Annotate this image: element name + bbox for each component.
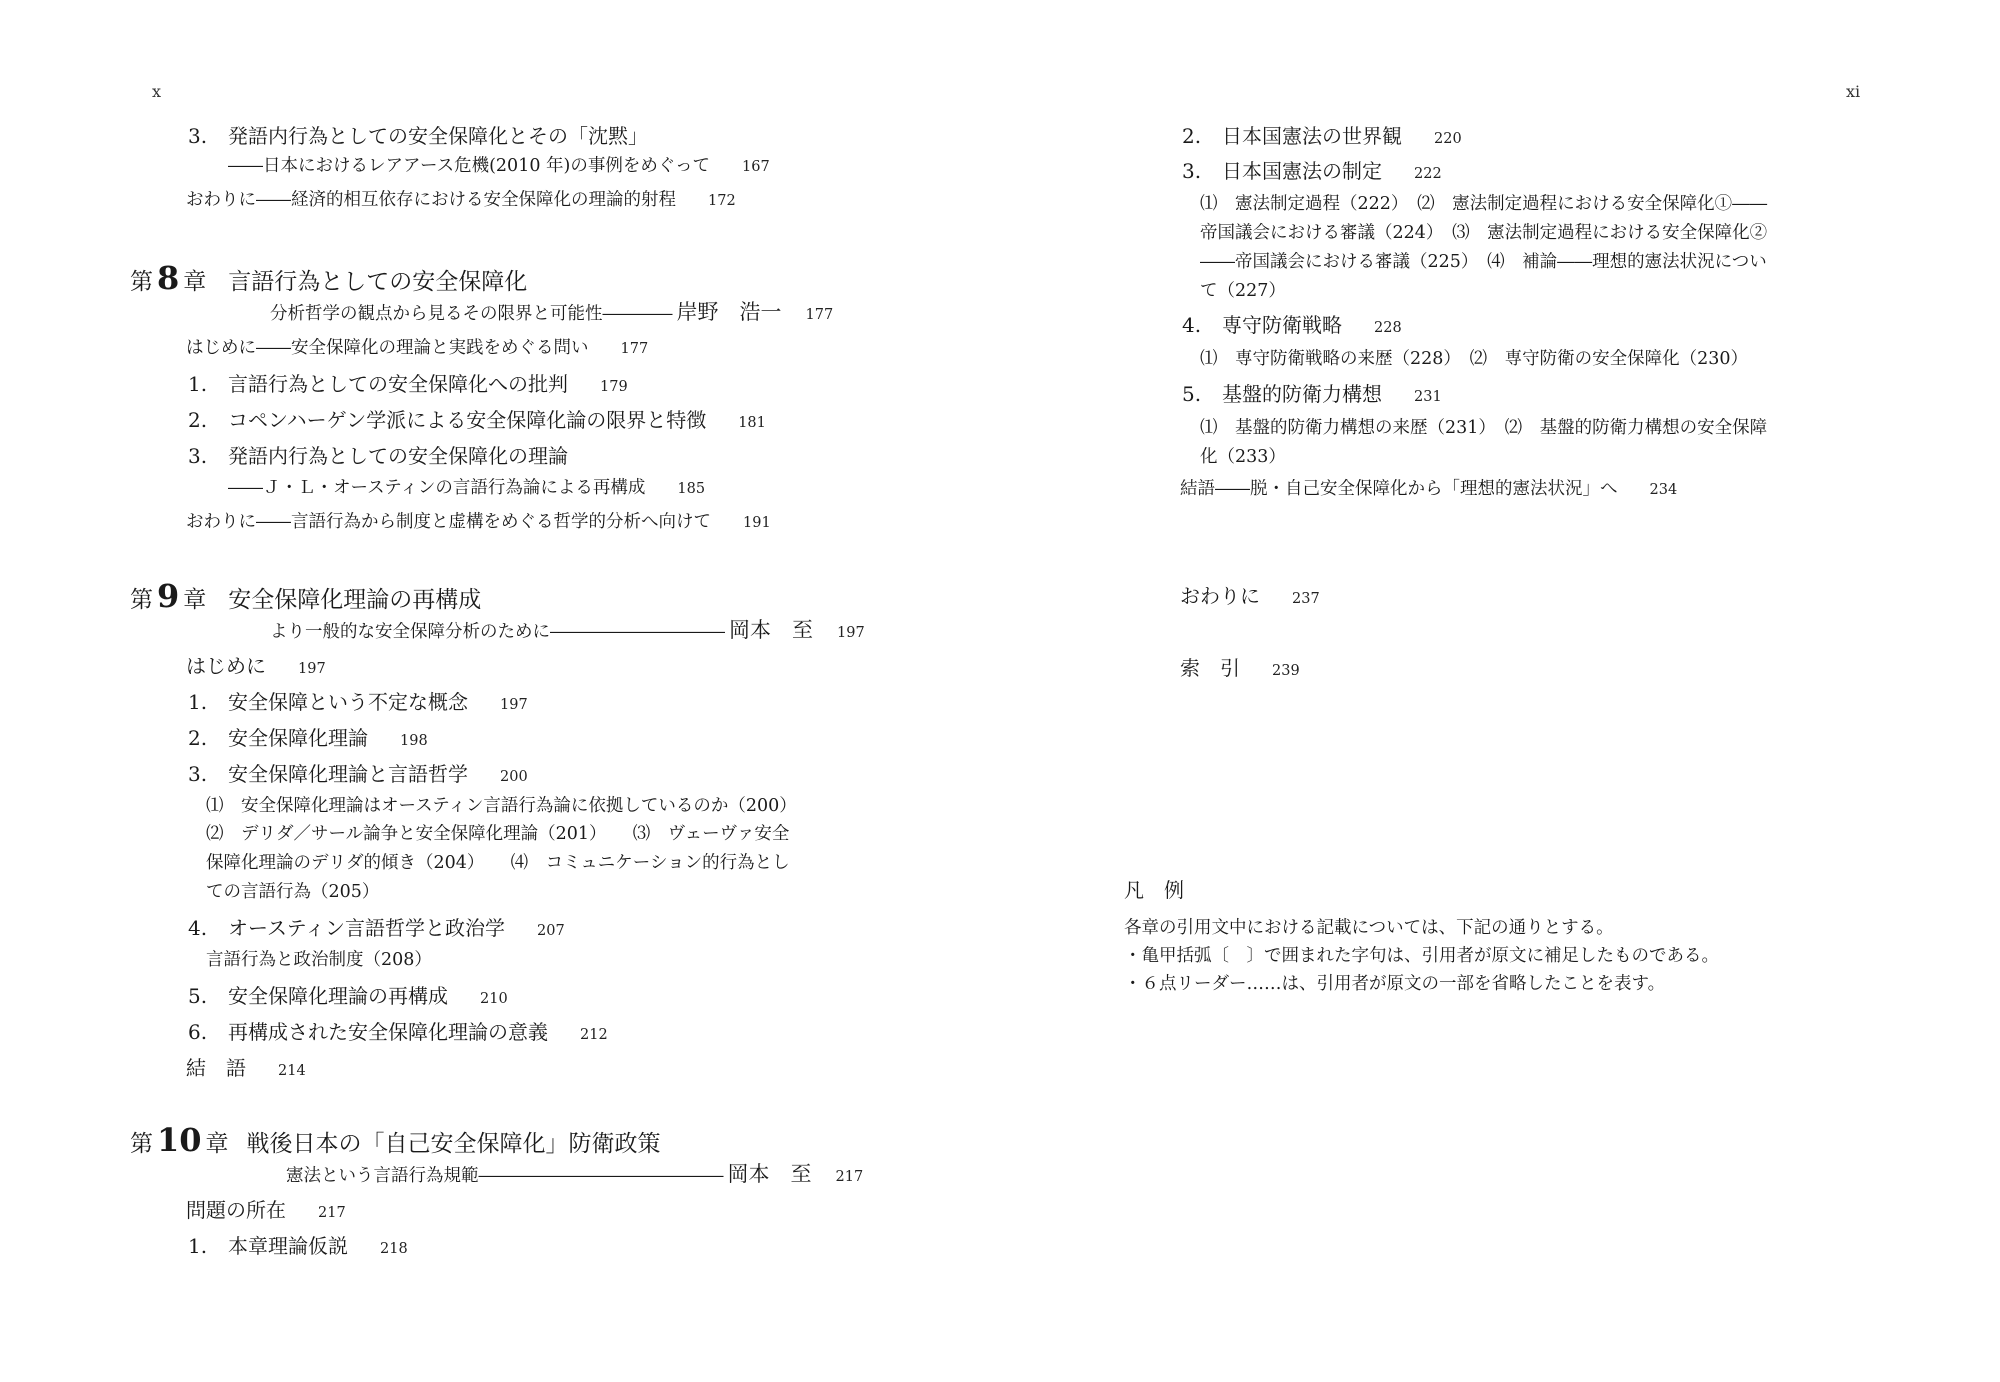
chapter-10-section-1: 1. 本章理論仮説 218 (188, 1234, 408, 1258)
hanrei-line-1: 各章の引用文中における記載については、下記の通りとする。 (1124, 918, 1614, 938)
chapter-8-section-3-subtitle: ――Ｊ・Ｌ・オースティンの言語行為論による再構成 185 (228, 478, 706, 498)
chapter-8-section-3: 3. 発語内行為としての安全保障化の理論 (188, 444, 568, 468)
chapter-9-section-6: 6. 再構成された安全保障化理論の意義 212 (188, 1020, 608, 1044)
hanrei-line-3: ・６点リーダー……は、引用者が原文の一部を省略したことを表す。 (1124, 974, 1666, 994)
chapter-9-section-1: 1. 安全保障という不定な概念 197 (188, 690, 528, 714)
toc-ch7-section-3-subtitle: ――日本におけるレアアース危機(2010 年)の事例をめぐって 167 (228, 156, 770, 176)
hanrei-title: 凡 例 (1124, 878, 1184, 902)
chapter-8-subtitle: 分析哲学の観点から見るその限界と可能性―――― 岸野 浩一 177 (270, 300, 834, 324)
toc-ch7-conclusion: おわりに――経済的相互依存における安全保障化の理論的射程 172 (186, 190, 736, 210)
page-number-right: xi (1846, 82, 1861, 101)
chapter-9-section-3-detail-2: ⑵ デリダ／サール論争と安全保障化理論（201） ⑶ ヴェーヴァ安全 (206, 824, 790, 844)
hanrei-line-2: ・亀甲括弧〔 〕で囲まれた字句は、引用者が原文に補足したものである。 (1124, 946, 1719, 966)
chapter-9-subtitle: より一般的な安全保障分析のために―――――――――― 岡本 至 197 (270, 618, 865, 642)
chapter-10-section-3: 3. 日本国憲法の制定 222 (1182, 159, 1442, 183)
chapter-10-conclusion: 結語――脱・自己安全保障化から「理想的憲法状況」へ 234 (1180, 479, 1678, 499)
chapter-9-section-3-detail-4: ての言語行為（205） (206, 882, 380, 902)
page-number-left: x (152, 82, 162, 101)
toc-index: 索 引 239 (1180, 656, 1300, 680)
right-page (1000, 0, 2000, 1382)
chapter-10-section-3-detail-1: ⑴ 憲法制定過程（222） ⑵ 憲法制定過程における安全保障化①―― (1200, 194, 1768, 214)
chapter-9-section-3-detail-1: ⑴ 安全保障化理論はオースティン言語行為論に依拠しているのか（200） (206, 796, 797, 816)
chapter-9-heading: 第 9 章 安全保障化理論の再構成 (130, 577, 482, 615)
chapter-8-intro: はじめに――安全保障化の理論と実践をめぐる問い 177 (186, 338, 649, 358)
chapter-10-section-3-detail-4: て（227） (1200, 281, 1286, 301)
chapter-10-section-2: 2. 日本国憲法の世界観 220 (1182, 124, 1462, 148)
toc-owarini: おわりに 237 (1180, 584, 1320, 608)
chapter-10-section-4: 4. 専守防衛戦略 228 (1182, 313, 1402, 337)
chapter-8-heading: 第 8 章 言語行為としての安全保障化 (130, 259, 528, 297)
chapter-9-conclusion: 結 語 214 (186, 1056, 306, 1080)
chapter-9-section-4: 4. オースティン言語哲学と政治学 207 (188, 916, 565, 940)
chapter-10-intro: 問題の所在 217 (186, 1198, 346, 1222)
chapter-10-section-4-detail-1: ⑴ 専守防衛戦略の来歴（228） ⑵ 専守防衛の安全保障化（230） (1200, 349, 1749, 369)
chapter-8-section-1: 1. 言語行為としての安全保障化への批判 179 (188, 372, 628, 396)
chapter-9-section-5: 5. 安全保障化理論の再構成 210 (188, 984, 508, 1008)
chapter-10-section-3-detail-2: 帝国議会における審議（224） ⑶ 憲法制定過程における安全保障化② (1200, 223, 1768, 243)
chapter-8-section-2: 2. コペンハーゲン学派による安全保障化論の限界と特徴 181 (188, 408, 766, 432)
chapter-10-section-5-detail-1: ⑴ 基盤的防衛力構想の来歴（231） ⑵ 基盤的防衛力構想の安全保障 (1200, 418, 1768, 438)
chapter-9-section-2: 2. 安全保障化理論 198 (188, 726, 428, 750)
chapter-10-heading: 第 10 章 戦後日本の「自己安全保障化」防衛政策 (130, 1121, 661, 1159)
chapter-9-intro: はじめに 197 (186, 654, 326, 678)
chapter-9-section-3: 3. 安全保障化理論と言語哲学 200 (188, 762, 528, 786)
chapter-10-section-3-detail-3: ――帝国議会における審議（225） ⑷ 補論――理想的憲法状況につい (1200, 252, 1767, 272)
chapter-10-subtitle: 憲法という言語行為規範―――――――――――――― 岡本 至 217 (286, 1162, 864, 1186)
toc-ch7-section-3: 3. 発語内行為としての安全保障化とその「沈黙」 (188, 124, 648, 148)
chapter-9-section-4-detail-1: 言語行為と政治制度（208） (206, 950, 432, 970)
chapter-9-section-3-detail-3: 保障化理論のデリダ的傾き（204） ⑷ コミュニケーション的行為とし (206, 853, 790, 873)
chapter-10-section-5: 5. 基盤的防衛力構想 231 (1182, 382, 1442, 406)
chapter-8-conclusion: おわりに――言語行為から制度と虚構をめぐる哲学的分析へ向けて 191 (186, 512, 771, 532)
chapter-10-section-5-detail-2: 化（233） (1200, 447, 1286, 467)
